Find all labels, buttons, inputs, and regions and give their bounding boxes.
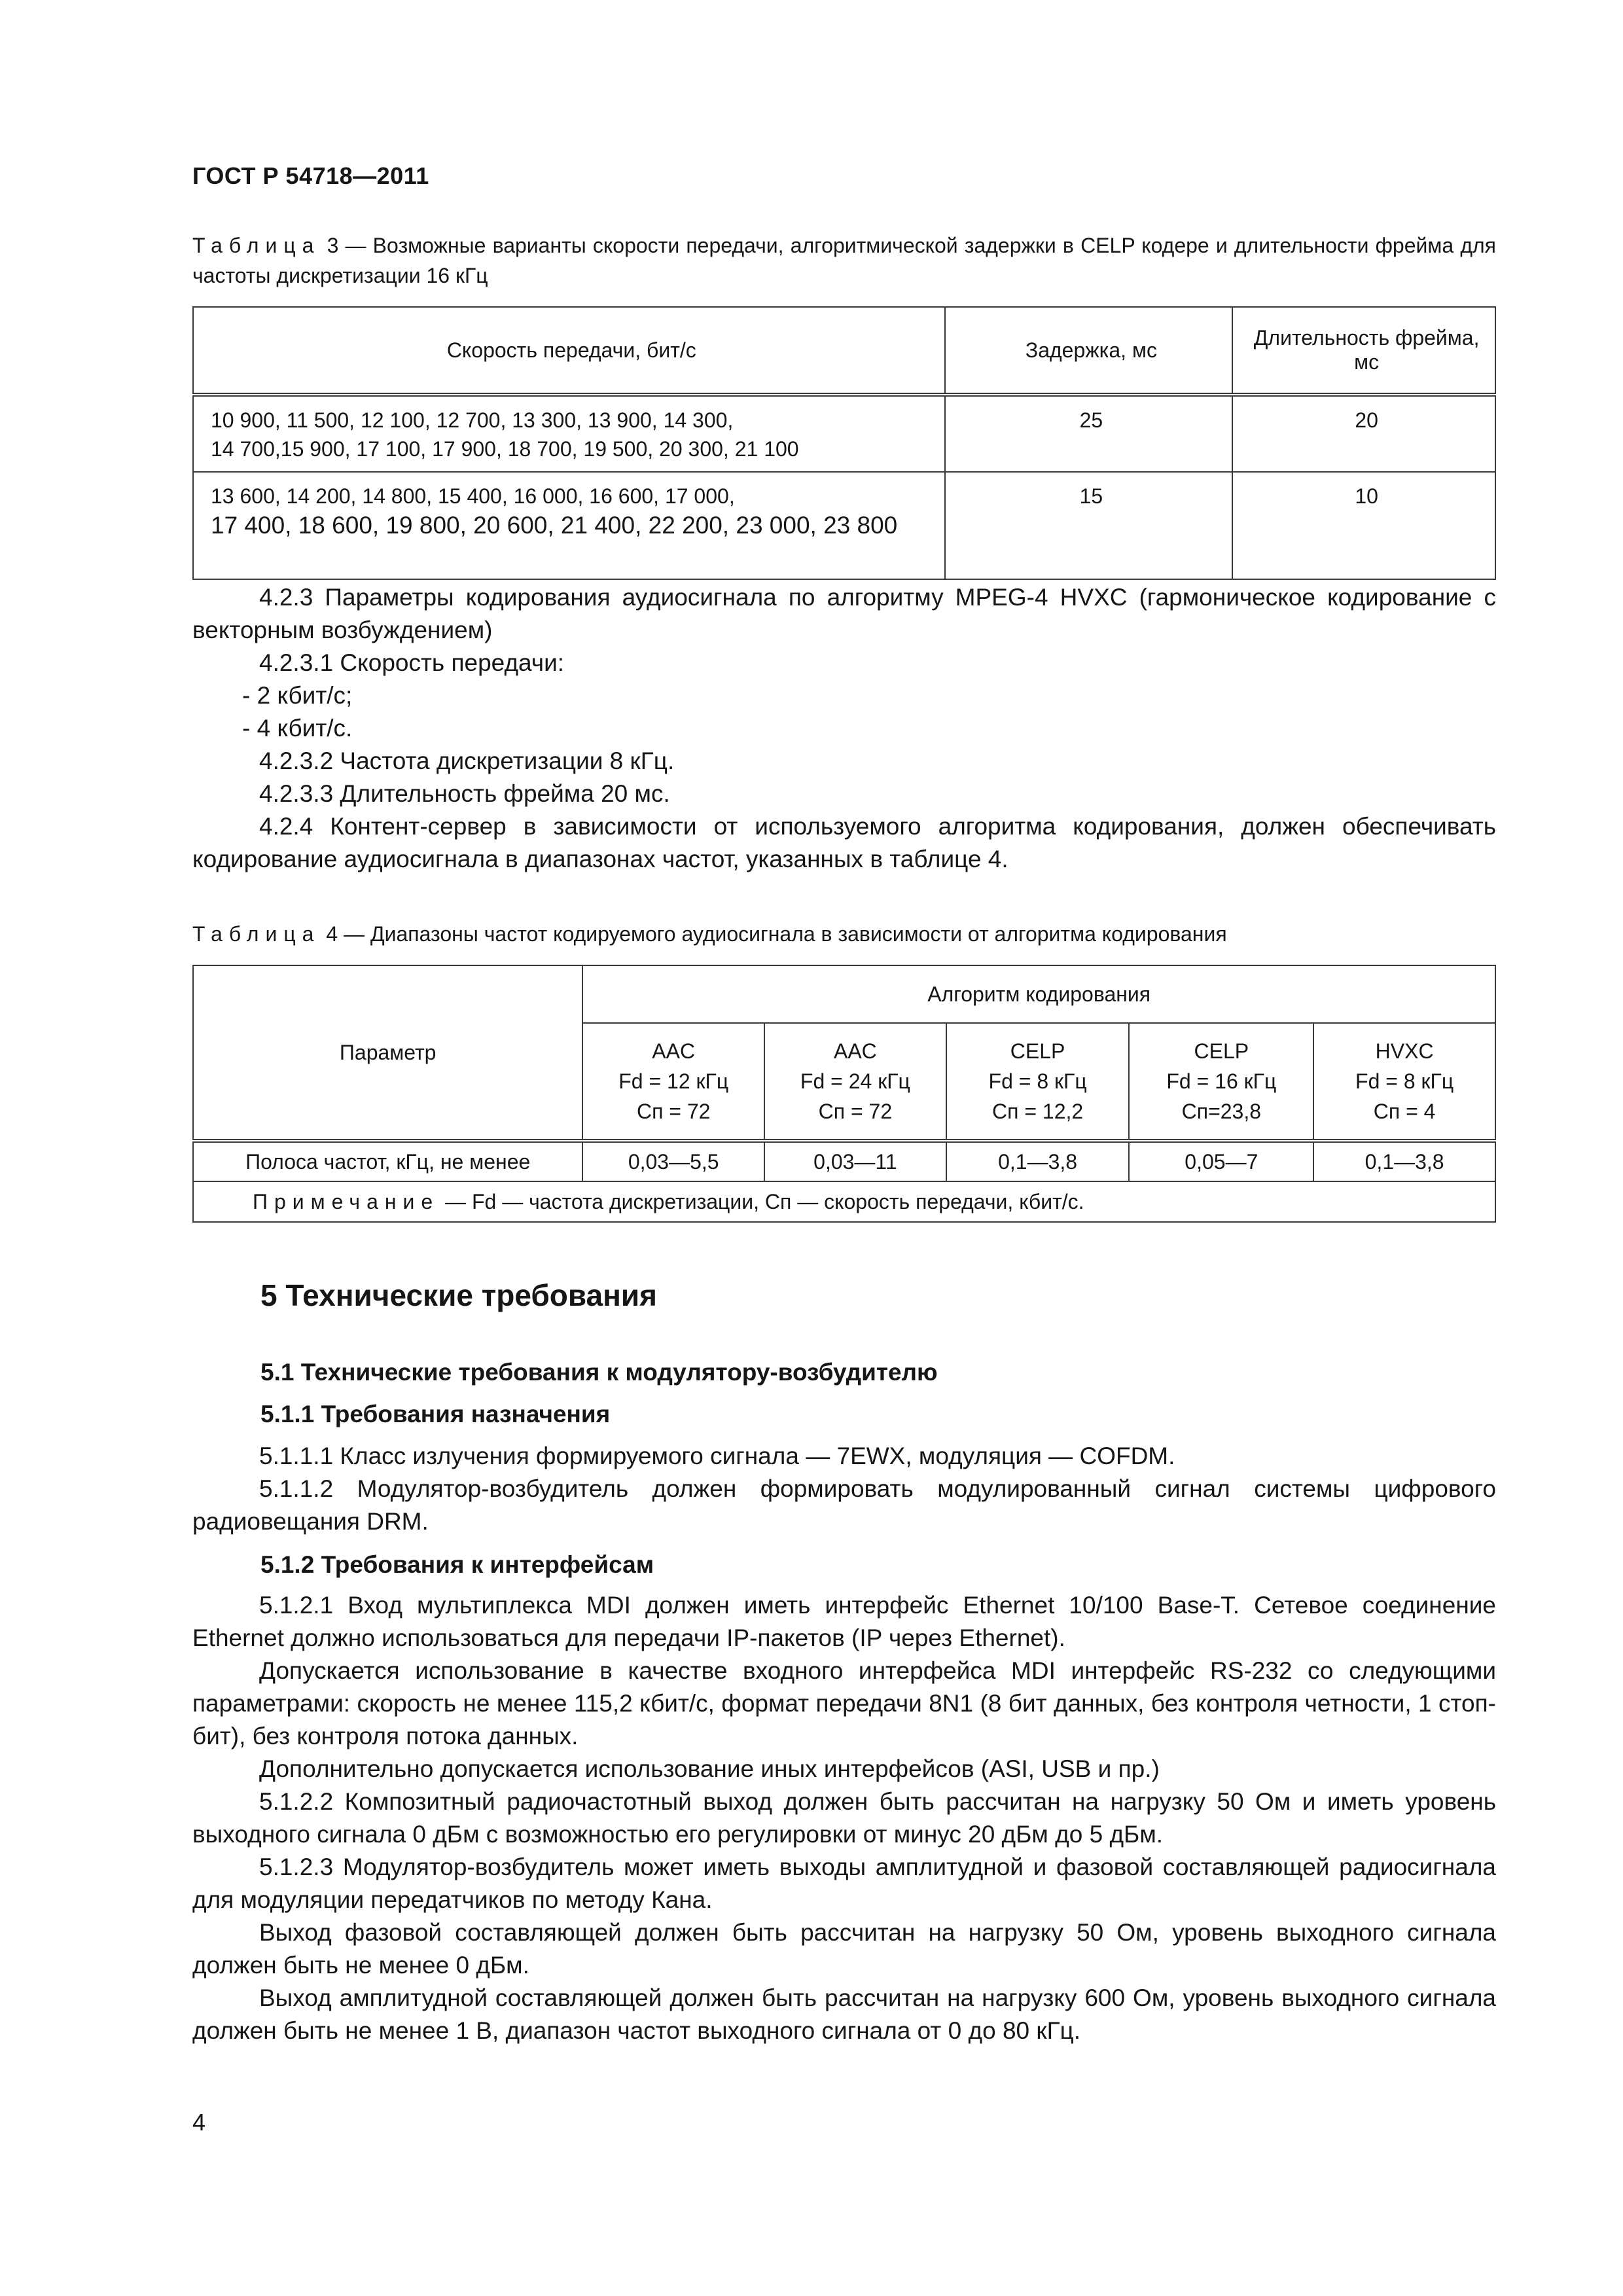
algo-cell [764,1023,946,1141]
note-prefix: Примечание [253,1189,440,1213]
table-row [193,472,1495,579]
table3-caption-prefix: Таблица [192,234,321,257]
algo-fd: Fd = 24 кГц [800,1069,910,1093]
algo-cp: Сп = 4 [1373,1100,1436,1123]
table3 [192,306,1496,580]
rate-line: 17 400, 18 600, 19 800, 20 600, 21 400, 22 200, 23 000, 23 800 [211,512,898,539]
paragraph: 4.2.3.2 Частота дискретизации 8 кГц. [259,747,675,774]
algo-name: CELP [1194,1039,1249,1063]
table4-note [193,1181,1495,1222]
paragraph: 4.2.3 Параметры кодирования аудиосигнала по алгоритму MPEG-4 HVXC (гармоническое кодирование с векторным возбуждением) [192,584,1496,643]
section-5-title: 5 Технические требования [260,1278,657,1312]
table3-header-delay: Задержка, мс [945,307,1233,395]
algo-cell [582,1023,764,1141]
paragraph: 5.1.1.2 Модулятор-возбудитель должен формировать модулированный сигнал системы цифрового радиовещания DRM. [192,1475,1496,1535]
algo-name: HVXC [1375,1039,1434,1063]
table4-caption-prefix: Таблица [192,922,321,946]
band-value-cell: 0,03—11 [764,1141,946,1181]
paragraph: 5.1.2.2 Композитный радиочастотный выход должен быть рассчитан на нагрузку 50 Ом и иметь уровень выходного сигнала 0 дБм с возможностью его регулировки от минус 20 дБм до 5 дБм. [192,1788,1496,1848]
paragraph: 5.1.2.1 Вход мультиплекса MDI должен иметь интерфейс Ethernet 10/100 Base-T. Сетевое соединение Ethernet должно использоваться для передачи IP-пакетов (IP через Ethernet). [192,1592,1496,1651]
paragraph: 5.1.2.3 Модулятор-возбудитель может иметь выходы амплитудной и фазовой составляющей радиосигнала для модуляции передатчиков по методу Кана. [192,1854,1496,1913]
band-value-cell: 0,03—5,5 [582,1141,764,1181]
rate-line: 10 900, 11 500, 12 100, 12 700, 13 300, 13 900, 14 300, [211,408,734,432]
algo-cell [1313,1023,1495,1141]
table4-algo-header: Алгоритм кодирования [582,965,1495,1023]
note-text: — Fd — частота дискретизации, Сп — скорость передачи, кбит/с. [439,1189,1084,1213]
paragraph: Дополнительно допускается использование иных интерфейсов (ASI, USB и пр.) [259,1755,1160,1782]
band-label-cell: Полоса частот, кГц, не менее [193,1141,582,1181]
paragraph: 4.2.4 Контент-сервер в зависимости от используемого алгоритма кодирования, должен обеспечивать кодирование аудиосигнала в диапазонах частот, указанных в таблице 4. [192,813,1496,872]
section-5-1-1-title: 5.1.1 Требования назначения [260,1401,611,1427]
algo-name: CELP [1010,1039,1065,1063]
table3-delay-cell: 15 [945,472,1233,579]
list-item: - 4 кбит/с. [242,715,353,742]
table-row [193,1141,1495,1181]
table3-header-row [193,307,1495,395]
table3-delay-cell: 25 [945,395,1233,472]
table3-rate-cell [193,395,945,472]
algo-cp: Сп = 72 [636,1100,711,1123]
table3-frame-cell: 20 [1232,395,1495,472]
table-row [193,395,1495,472]
algo-fd: Fd = 16 кГц [1166,1069,1277,1093]
standard-header: ГОСТ Р 54718—2011 [192,162,429,189]
table4-param-header: Параметр [193,965,582,1141]
algo-cell [946,1023,1130,1141]
algo-fd: Fd = 12 кГц [618,1069,729,1093]
section-5-1-2-title: 5.1.2 Требования к интерфейсам [260,1551,654,1578]
page-number: 4 [192,2109,206,2136]
band-value-cell: 0,1—3,8 [1313,1141,1495,1181]
paragraph: Выход фазовой составляющей должен быть рассчитан на нагрузку 50 Ом, уровень выходного сигнала должен быть не менее 0 дБм. [192,1919,1496,1979]
table3-rate-cell [193,472,945,579]
section-5-1-2-text [192,1589,1496,2047]
algo-fd: Fd = 8 кГц [1355,1069,1454,1093]
paragraph: Выход амплитудной составляющей должен быть рассчитан на нагрузку 600 Ом, уровень выходного сигнала должен быть не менее 1 В, диапазон частот выходного сигнала от 0 до 80 кГц. [192,1984,1496,2044]
band-value-cell: 0,05—7 [1129,1141,1313,1181]
algo-cell [1129,1023,1313,1141]
table3-frame-cell: 10 [1232,472,1495,579]
band-value-cell: 0,1—3,8 [946,1141,1130,1181]
algo-name: AAC [833,1039,877,1063]
algo-cp: Сп = 12,2 [992,1100,1084,1123]
table3-header-rate: Скорость передачи, бит/с [193,307,945,395]
algo-fd: Fd = 8 кГц [988,1069,1087,1093]
table3-header-frame: Длительность фрейма, мс [1232,307,1495,395]
section-5-1-title: 5.1 Технические требования к модулятору-возбудителю [260,1359,938,1386]
paragraph: 4.2.3.1 Скорость передачи: [259,649,565,676]
algo-cp: Сп = 72 [818,1100,893,1123]
rate-line: 13 600, 14 200, 14 800, 15 400, 16 000, 16 600, 17 000, [211,484,735,508]
rate-line: 14 700,15 900, 17 100, 17 900, 18 700, 19 500, 20 300, 21 100 [211,437,799,461]
algo-cp: Сп=23,8 [1181,1100,1262,1123]
table4-header-row [193,965,1495,1023]
paragraph: Допускается использование в качестве входного интерфейса MDI интерфейс RS-232 со следующими параметрами: скорость не менее 115,2 кбит/с, формат передачи 8N1 (8 бит данных, без контроля четности, 1 стоп-бит), без контроля потока данных. [192,1657,1496,1749]
paragraph: 5.1.1.1 Класс излучения формируемого сигнала — 7EWX, модуляция — COFDM. [259,1443,1175,1469]
table4-note-row [193,1181,1495,1222]
algo-name: AAC [652,1039,696,1063]
section-4-2-3-text [192,581,1496,876]
table3-caption-text: 3 — Возможные варианты скорости передачи, алгоритмической задержки в CELP кодере и длительности фрейма для частоты дискретизации 16 кГц [192,234,1497,287]
table4 [192,965,1496,1223]
list-item: - 2 кбит/с; [242,682,353,709]
table4-caption [192,919,1496,949]
section-5-1-1-text [192,1440,1496,1538]
table3-caption [192,230,1496,291]
paragraph: 4.2.3.3 Длительность фрейма 20 мс. [259,780,670,807]
table4-caption-text: 4 — Диапазоны частот кодируемого аудиосигнала в зависимости от алгоритма кодирования [320,922,1227,946]
